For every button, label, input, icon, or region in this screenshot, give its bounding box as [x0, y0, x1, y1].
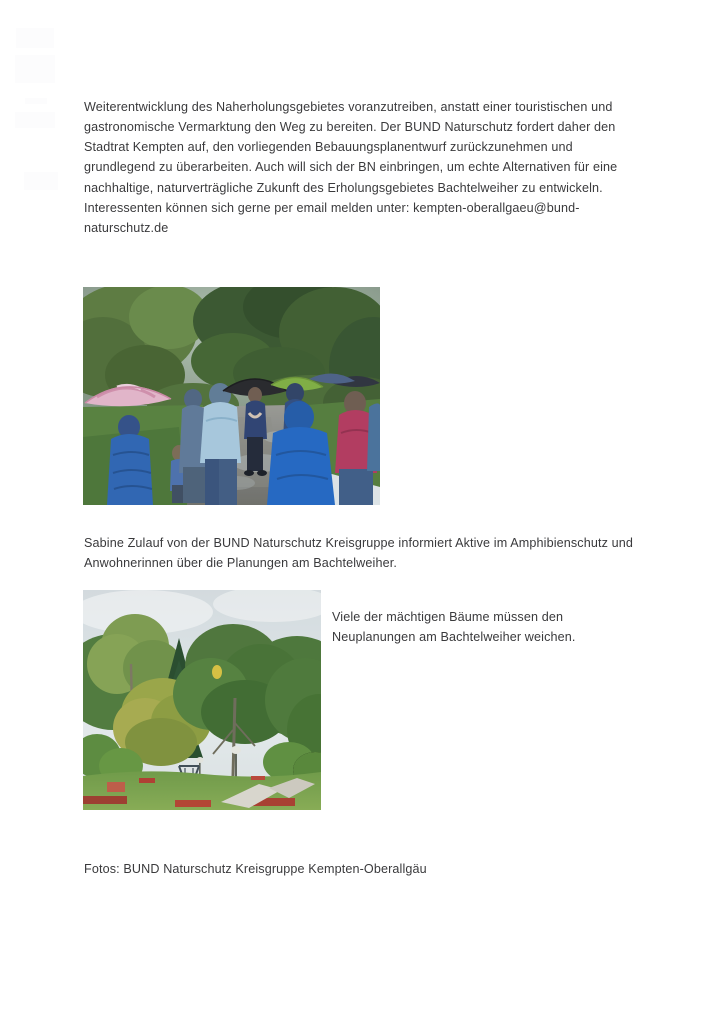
photo-2-caption: Viele der mächtigen Bäume müssen den Neuplanungen am Bachtelweiher weichen.: [332, 609, 576, 644]
photo-umbrella-group-graphic: [83, 287, 380, 505]
photo-park-trees-graphic: [83, 590, 321, 810]
scan-artifact: [15, 112, 55, 128]
scan-artifact: [25, 98, 47, 104]
scan-artifact: [24, 172, 58, 190]
intro-paragraph: Weiterentwicklung des Naherholungsgebietes voranzutreiben, anstatt einer touristischen und gastronomische Vermarktung den Weg zu bereiten. Der BUND Naturschutz fordert daher den Stadtrat Kempten auf, den vorliegenden Bebauungsplanentwurf zurückzunehmen und grundlegend zu überarbeiten. Auch will sich der BN einbringen, um echte Alternativen für eine nachhaltige, naturverträgliche Zukunft des Erholungsgebietes Bachtelweiher zu entwickeln. Interessenten können sich gerne per email melden unter: kempten-oberallgaeu@bund-naturschutz.de: [84, 99, 621, 236]
scan-artifact: [15, 55, 55, 83]
photo-1-caption: Sabine Zulauf von der BUND Naturschutz Kreisgruppe informiert Aktive im Amphibienschutz und Anwohnerinnen über die Planungen am Bachtelweiher.: [84, 535, 636, 570]
photo-umbrella-group: [83, 287, 380, 505]
scan-artifact: [16, 28, 54, 48]
photo-credit: Fotos: BUND Naturschutz Kreisgruppe Kempten-Oberallgäu: [84, 861, 427, 876]
photo-park-trees: [83, 590, 321, 810]
